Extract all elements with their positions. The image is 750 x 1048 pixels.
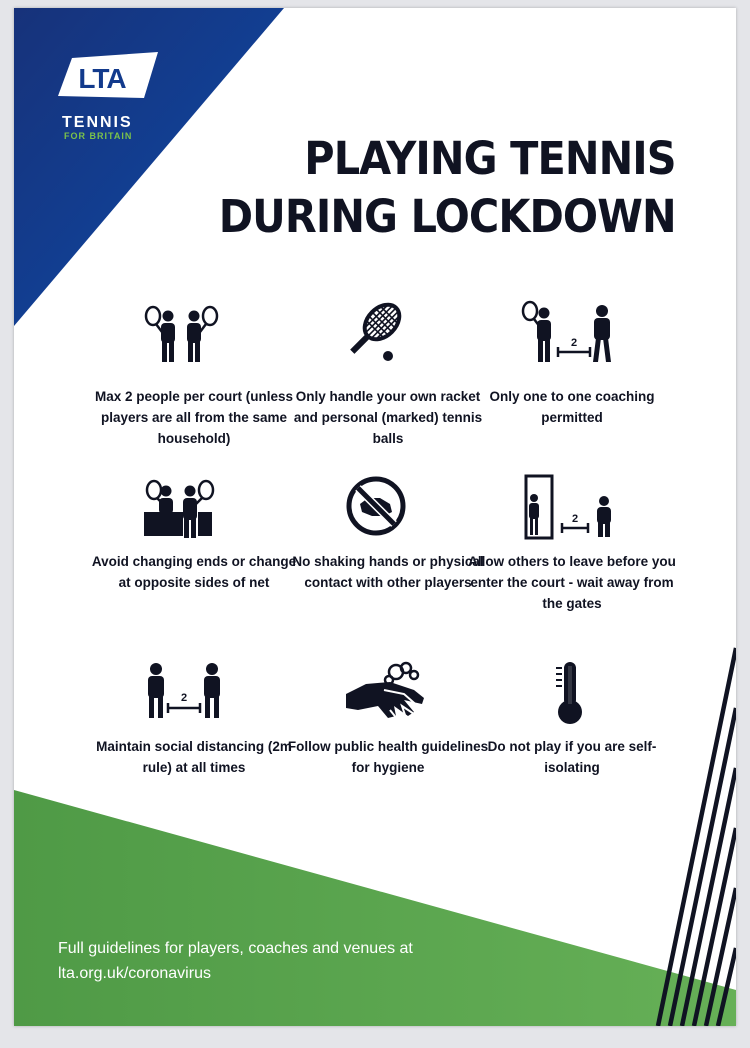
title-line-2: DURING LOCKDOWN xyxy=(219,190,676,243)
rule-caption-5: No shaking hands or physical contact with other players xyxy=(292,554,484,590)
washing-hands-icon xyxy=(344,660,428,722)
rule-caption-9: Do not play if you are self-isolating xyxy=(487,739,657,775)
footer-guidelines: Full guidelines for players, coaches and venues at lta.org.uk/coronavirus xyxy=(58,940,413,982)
rule-caption-1: Max 2 people per court (unless players are all from the same household) xyxy=(94,389,294,446)
rule-caption-7: Maintain social distancing (2m rule) at all times xyxy=(96,739,292,775)
rule-caption-2: Only handle your own racket and personal (marked) tennis balls xyxy=(293,389,483,446)
two-players-with-rackets-icon xyxy=(144,304,220,364)
title-line-1: PLAYING TENNIS xyxy=(304,132,676,185)
rule-caption-4: Avoid changing ends or change at opposite sides of net xyxy=(91,554,297,590)
rule-caption-8: Follow public health guidelines for hygiene xyxy=(287,739,489,775)
door-and-person-distance-icon xyxy=(524,474,616,540)
thermometer-icon xyxy=(554,660,586,726)
svg-text:2: 2 xyxy=(570,337,578,349)
green-bottom-band xyxy=(14,790,736,1026)
rule-caption-3: Only one to one coaching permitted xyxy=(489,389,655,425)
poster xyxy=(14,8,736,1026)
diagonal-court-lines xyxy=(658,648,736,1026)
svg-text:2: 2 xyxy=(571,513,579,525)
social-distance-icon xyxy=(146,660,222,720)
racket-and-ball-icon xyxy=(344,298,408,364)
svg-text:2: 2 xyxy=(180,692,188,704)
rule-caption-6: Allow others to leave before you enter the court - wait away from the gates xyxy=(468,554,676,611)
svg-text:LTA: LTA xyxy=(78,63,126,94)
logo-tagline: FOR BRITAIN xyxy=(64,131,133,141)
players-at-net-icon xyxy=(142,478,218,540)
page-title xyxy=(219,130,676,246)
logo-name: TENNIS xyxy=(62,114,133,131)
lta-logo xyxy=(58,52,158,110)
coach-and-player-distance-icon xyxy=(520,300,616,366)
no-handshake-icon xyxy=(346,476,406,536)
